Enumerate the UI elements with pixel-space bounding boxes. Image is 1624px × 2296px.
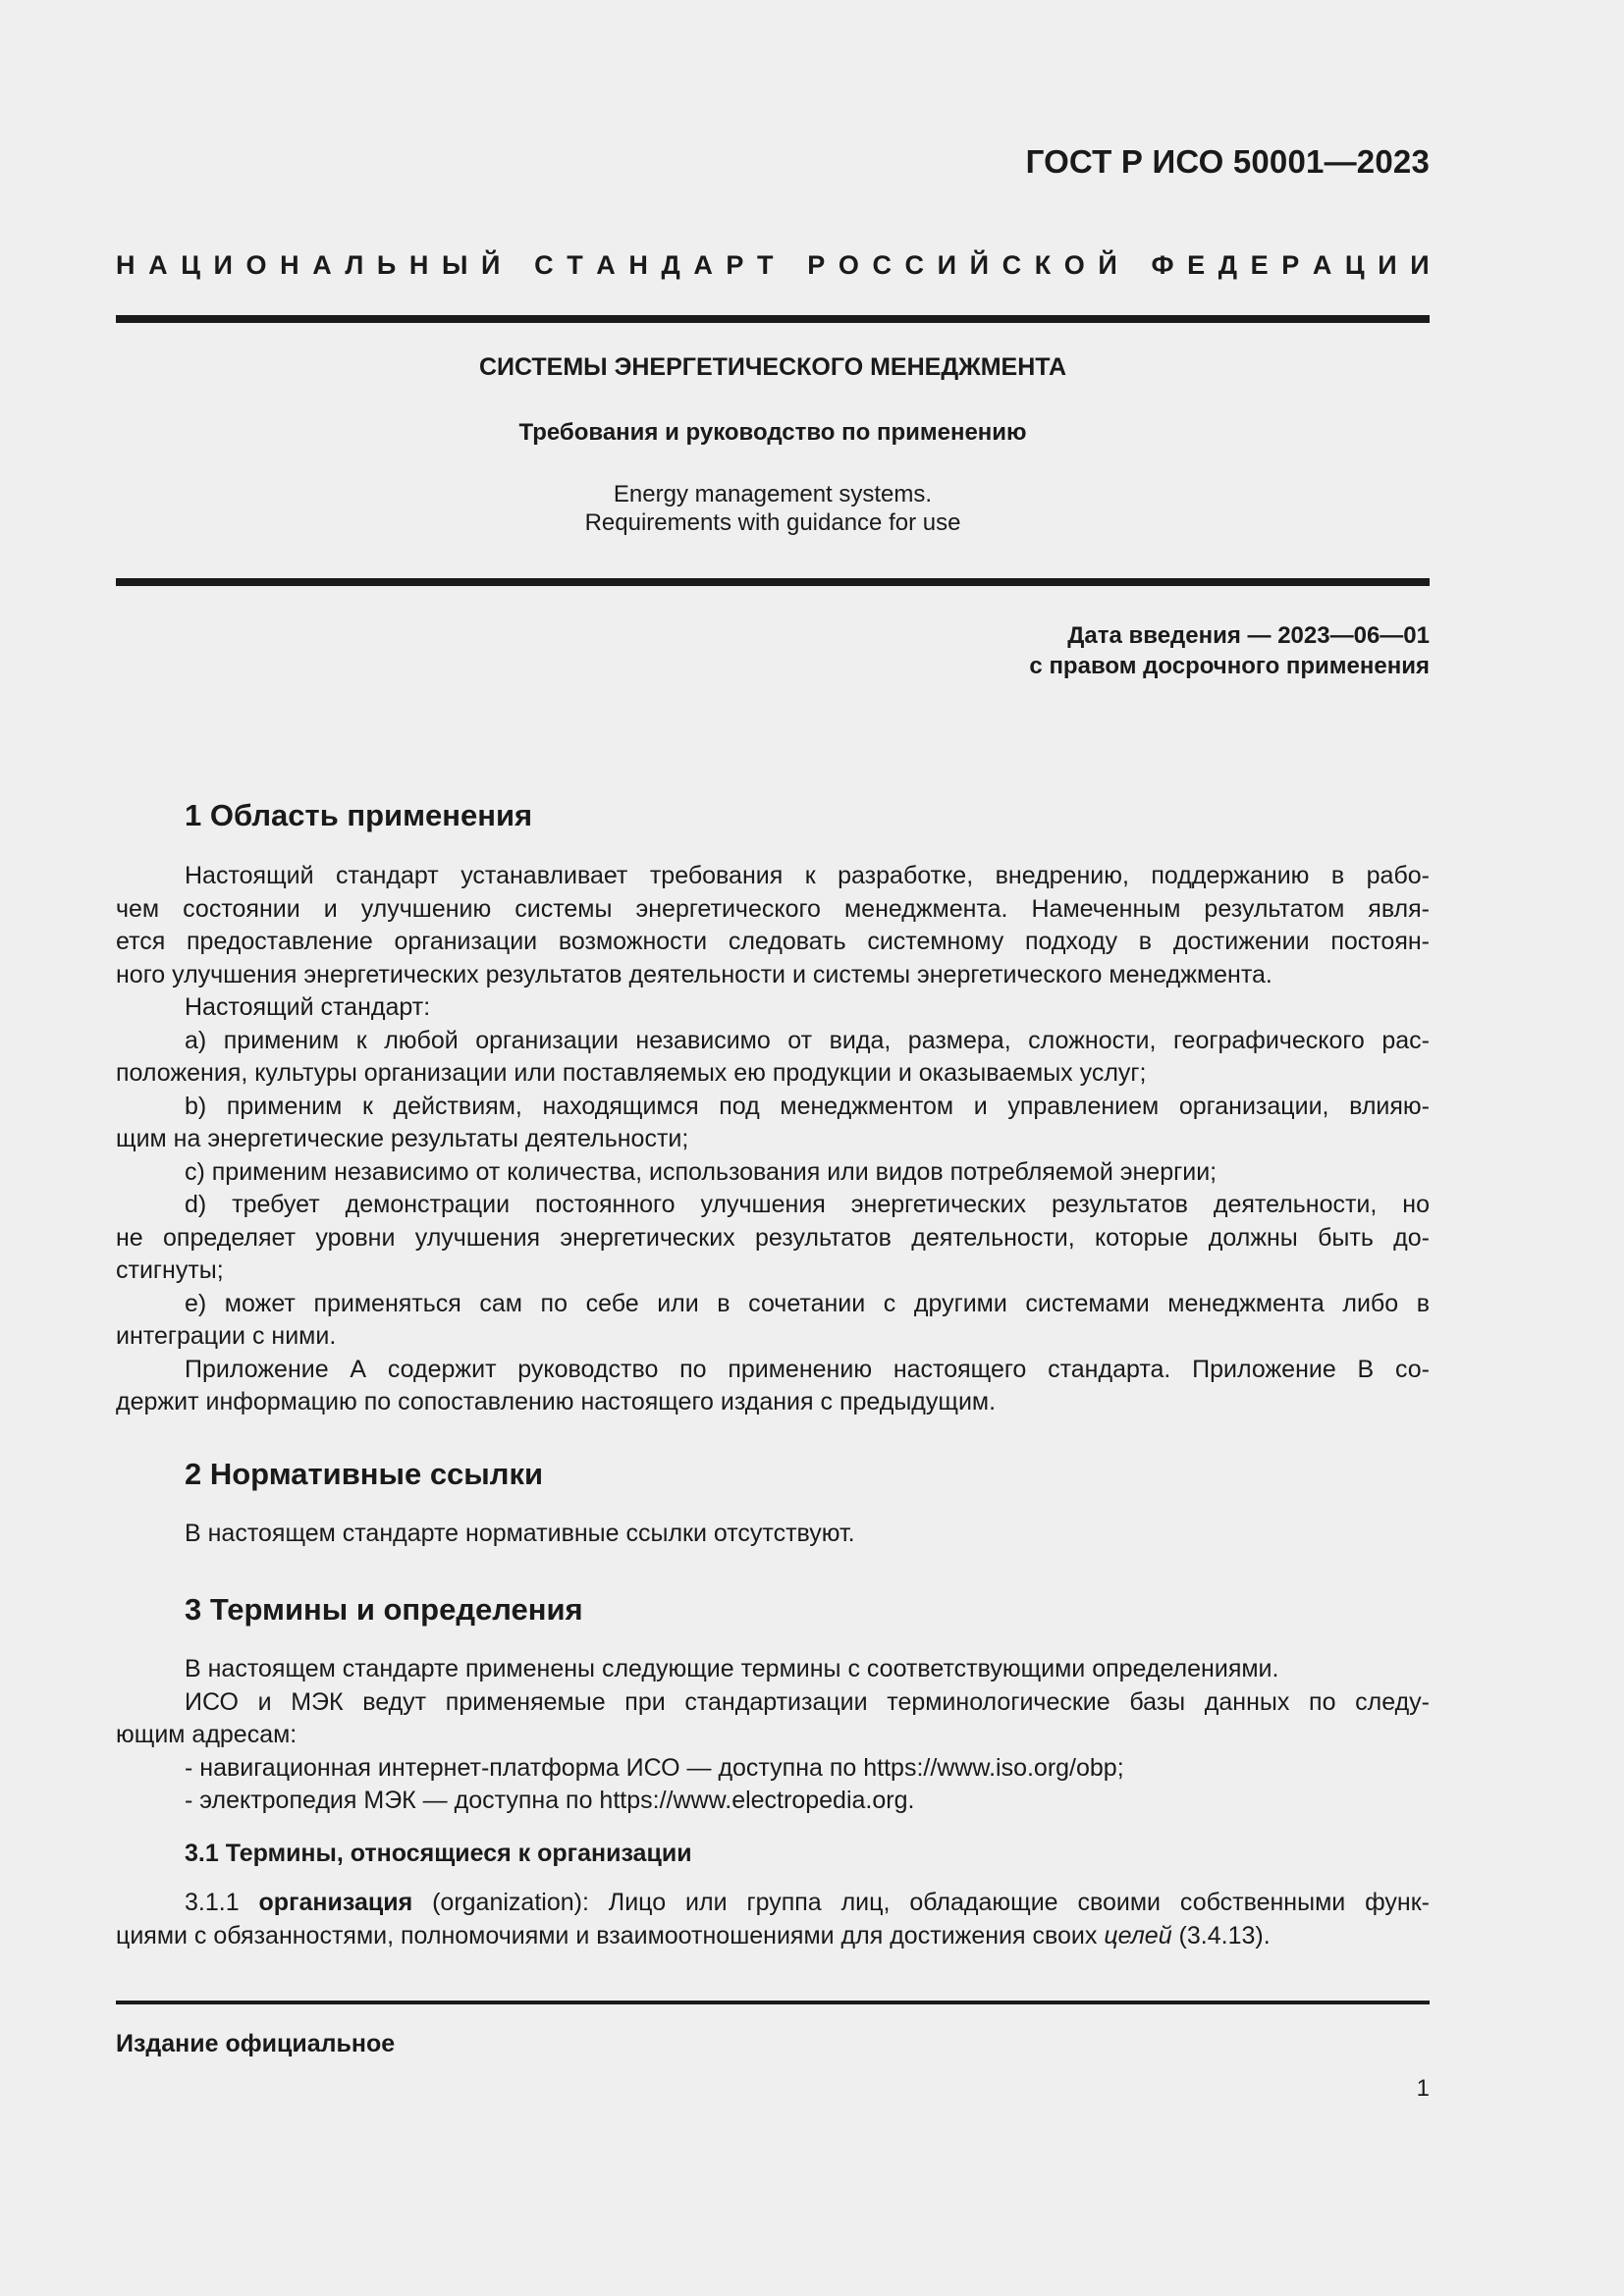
header-rule-top [116,315,1430,323]
heading-letter [786,250,794,281]
paragraph-line: держит информацию по сопоставлению настоящего издания с предыдущим. [116,1388,997,1415]
heading-letter: Р [807,250,826,280]
heading-letter: Ф [1151,250,1174,280]
paragraph-line: В настоящем стандарте применены следующие термины с соответствующими определениями. [185,1655,1279,1682]
heading-letter: Н [408,250,429,280]
heading-letter: Д [661,250,680,280]
effective-date: Дата введения — 2023—06—01 [1067,622,1430,649]
heading-letter [514,250,521,281]
list-item-iso-obp: - навигационная интернет-платформа ИСО — доступна по https://www.iso.org/obp; [185,1753,1124,1782]
section-1-body [116,860,1430,1419]
paragraph-line: ИСО и МЭК ведут применяемые при стандартизации терминологические базы данных по следу- [185,1687,1430,1716]
heading-letter: С [904,250,925,280]
heading-letter: К [1034,250,1052,280]
list-item-e: e) может применяться сам по себе или в сочетании с другими системами менеджмента либо в [185,1289,1430,1317]
heading-letter: О [245,250,267,280]
term-definition-start: (organization): Лицо или группа лиц, обладающие своими собственными функ- [412,1889,1431,1916]
heading-letter: А [312,250,332,280]
heading-letter: Н [628,250,648,280]
list-item-e-cont: интеграции с ними. [116,1322,337,1350]
term-definition-cont: циями с обязанностями, полномочиями и взаимоотношениями для достижения своих [116,1921,1105,1949]
paragraph-line: Настоящий стандарт устанавливает требования к разработке, внедрению, поддержанию в рабо- [185,862,1430,889]
list-item-d-cont: стигнуты; [116,1256,224,1284]
paragraph-line: В настоящем стандарте нормативные ссылки отсутствуют. [185,1520,855,1547]
heading-letter: Й [969,250,990,280]
section-3-body [116,1653,1430,1818]
paragraph-line: ется предоставление организации возможности следовать системному подходу в достижении постоян- [116,928,1430,955]
list-item-electropedia: - электропедия МЭК — доступна по https://www.electropedia.org. [185,1787,915,1814]
heading-letter: С [534,250,554,280]
section-2-body [116,1518,1430,1551]
paragraph-line: Приложение А содержит руководство по применению настоящего стандарта. Приложение В со- [185,1355,1430,1383]
heading-letter: Ь [376,250,397,280]
paragraph-line: ного улучшения энергетических результатов деятельности и системы энергетического менеджмента. [116,960,1272,988]
header-rule-bottom [116,578,1430,586]
paragraph-line: ющим адресам: [116,1721,298,1748]
section-3-title: 3 Термины и определения [185,1592,583,1627]
paragraph-line: Настоящий стандарт: [185,993,431,1021]
heading-letter: Е [1187,250,1206,280]
heading-letter: А [596,250,616,280]
list-item-d: d) требует демонстрации постоянного улучшения энергетических результатов деятельности, но [185,1191,1430,1218]
national-standard-heading [116,250,1430,281]
heading-letter: И [213,250,233,280]
list-item-a-cont: положения, культуры организации или поставляемых ею продукции и оказываемых услуг; [116,1059,1147,1087]
heading-letter: А [693,250,713,280]
term-name: организация [258,1889,413,1916]
english-title-line2: Requirements with guidance for use [584,509,961,536]
term-line [116,1920,1430,1953]
heading-letter: О [838,250,859,280]
page-number: 1 [1416,2075,1430,2102]
heading-letter: Р [1281,250,1300,280]
standard-subtitle: Требования и руководство по применению [518,419,1027,446]
official-edition-label: Издание официальное [116,2030,396,2057]
effective-date-block [1029,620,1430,681]
heading-letter: И [937,250,957,280]
term-crossref-number: (3.4.13). [1171,1921,1271,1949]
heading-letter: Е [1250,250,1269,280]
heading-letter: О [1063,250,1085,280]
heading-letter: Ц [1344,250,1365,280]
heading-letter: С [1001,250,1022,280]
heading-letter: А [148,250,168,280]
english-title-line1: Energy management systems. [613,481,933,507]
footer-rule [116,2001,1430,2004]
term-number: 3.1.1 [185,1889,240,1916]
list-item-b-cont: щим на энергетические результаты деятельности; [116,1125,689,1152]
term-3-1-1 [116,1887,1430,1952]
heading-letter: Й [1098,250,1117,280]
heading-letter [1130,250,1138,281]
heading-letter: Р [726,250,744,280]
standard-title: СИСТЕМЫ ЭНЕРГЕТИЧЕСКОГО МЕНЕДЖМЕНТА [478,353,1067,381]
early-application-note: с правом досрочного применения [1029,653,1430,679]
heading-letter: Л [345,250,364,280]
subsection-3-1-title: 3.1 Термины, относящиеся к организации [185,1840,692,1867]
heading-letter: С [872,250,892,280]
heading-letter: Н [116,250,135,280]
heading-letter: Й [480,250,501,280]
heading-letter: Ы [441,250,468,280]
paragraph-line: чем состоянии и улучшению системы энергетического менеджмента. Намеченным результатом явля- [116,894,1430,923]
list-item-b: b) применим к действиям, находящимся под менеджментом и управлением организации, влияю- [185,1092,1430,1120]
heading-letter: Ц [181,250,200,280]
list-item-c: c) применим независимо от количества, использования или видов потребляемой энергии; [185,1157,1218,1186]
heading-letter: И [1410,250,1430,280]
heading-letter: Д [1218,250,1238,280]
heading-letter: Т [567,250,583,280]
section-1-title: 1 Область применения [185,798,533,832]
section-2-title: 2 Нормативные ссылки [185,1457,544,1491]
heading-letter: А [1312,250,1332,280]
term-line [116,1887,1430,1920]
term-crossref: целей [1104,1921,1172,1949]
heading-letter: И [1378,250,1397,280]
document-code: ГОСТ Р ИСО 50001—2023 [1025,143,1430,180]
list-item-d-cont: не определяет уровни улучшения энергетических результатов деятельности, которые должны быть до- [116,1223,1430,1252]
heading-letter: Н [280,250,299,280]
heading-letter: Т [757,250,774,280]
list-item-a: a) применим к любой организации независимо от вида, размера, сложности, географического рас- [185,1026,1430,1054]
